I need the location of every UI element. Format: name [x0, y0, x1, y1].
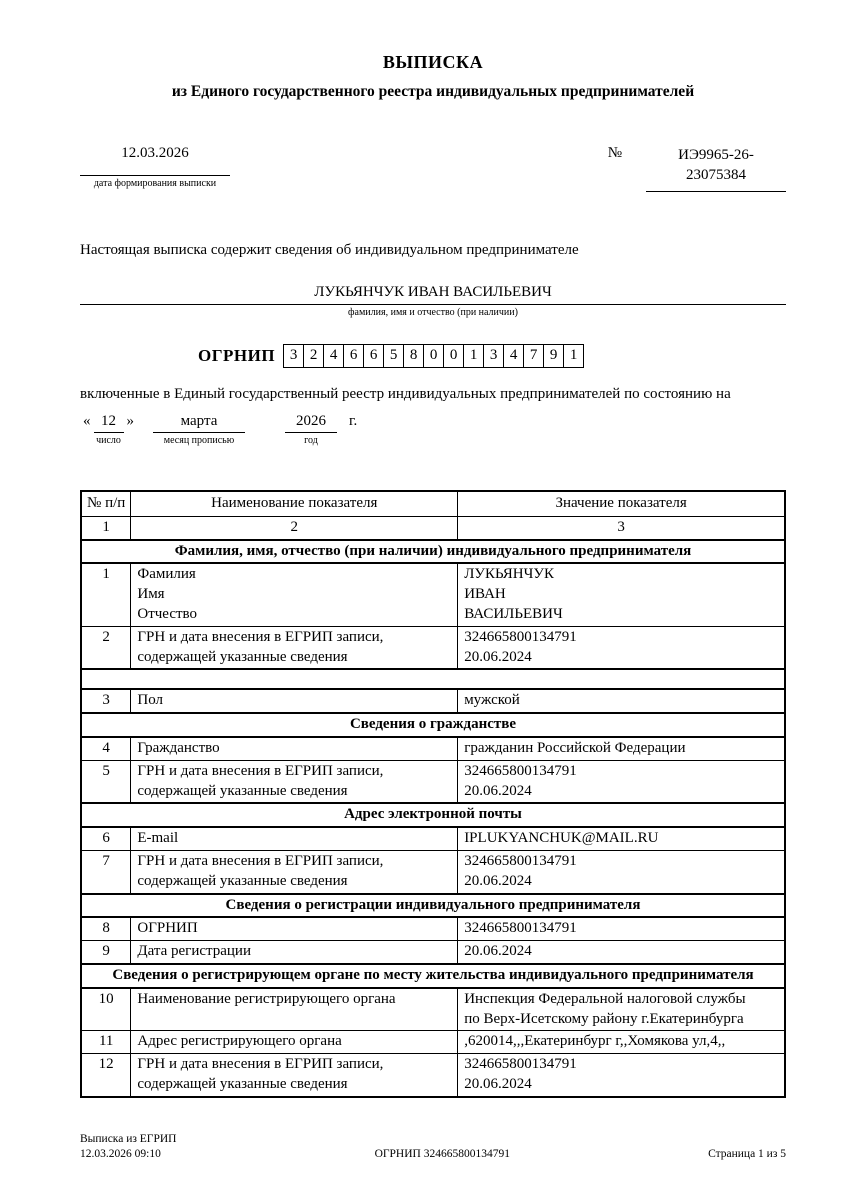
ogrnip-digit-box: 2 — [304, 344, 324, 368]
indicator-name-cell: ОГРНИП — [131, 917, 458, 940]
as-of-year: 2026 — [285, 413, 337, 433]
indicator-value-cell: гражданин Российской Федерации — [458, 737, 785, 760]
indicator-value-cell: IPLUKYANCHUK@MAIL.RU — [458, 827, 785, 850]
indicator-value-cell: 324665800134791 — [458, 917, 785, 940]
indicator-value-cell: ,620014,,,Екатеринбург г,,Хомякова ул,4,, — [458, 1031, 785, 1054]
section-header-cell: Сведения о регистрирующем органе по месту жительства индивидуального предпринимателя — [81, 964, 785, 988]
issue-number — [646, 145, 786, 192]
indicators-table — [80, 490, 786, 1098]
row-number-cell: 3 — [81, 689, 131, 713]
table-row — [81, 760, 785, 803]
indicator-name-cell: Наименование регистрирующего органа — [131, 988, 458, 1031]
table-header-row — [81, 491, 785, 516]
issue-number-line2: 23075384 — [686, 167, 746, 184]
table-row — [81, 988, 785, 1031]
table-row — [81, 689, 785, 713]
ogrnip-digit-box: 3 — [484, 344, 504, 368]
indicator-name-cell: Дата регистрации — [131, 941, 458, 964]
entrepreneur-name-caption: фамилия, имя и отчество (при наличии) — [348, 306, 518, 318]
numbering-cell-2: 2 — [131, 516, 458, 539]
open-quote: « — [83, 413, 91, 429]
entrepreneur-name: ЛУКЬЯНЧУК ИВАН ВАСИЛЬЕВИЧ — [80, 284, 786, 305]
header-cell-num: № п/п — [81, 491, 131, 516]
ogrnip-digit-box: 0 — [444, 344, 464, 368]
row-number-cell: 5 — [81, 760, 131, 803]
table-row — [81, 626, 785, 669]
indicator-name-cell: ГРН и дата внесения в ЕГРИП записи, содержащей указанные сведения — [131, 626, 458, 669]
as-of-day-block — [94, 413, 124, 446]
as-of-month: марта — [153, 413, 245, 433]
as-of-year-block — [285, 413, 337, 446]
indicator-value-cell: 324665800134791 20.06.2024 — [458, 1054, 785, 1097]
as-of-month-caption: месяц прописью — [163, 435, 235, 446]
ogrnip-digit-box: 7 — [524, 344, 544, 368]
footer-page-number: Страница 1 из 5 — [708, 1147, 786, 1160]
section-header-cell: Сведения о гражданстве — [81, 713, 785, 737]
as-of-date-row — [80, 413, 786, 446]
table-row — [81, 827, 785, 850]
table-row — [81, 563, 785, 626]
as-of-day: 12 — [94, 413, 124, 433]
ogrnip-digit-box: 5 — [384, 344, 404, 368]
table-numbering-row — [81, 516, 785, 539]
row-number-cell: 2 — [81, 626, 131, 669]
number-sign: № — [607, 145, 622, 161]
row-number-cell: 8 — [81, 917, 131, 940]
issue-number-line1: ИЭ9965-26- — [678, 147, 754, 163]
document-title: ВЫПИСКА — [382, 52, 484, 72]
ogrnip-digit-box: 6 — [364, 344, 384, 368]
intro-text: Настоящая выписка содержит сведения об индивидуальном предпринимателе — [80, 241, 579, 258]
table-row — [81, 941, 785, 964]
indicator-name-cell: E-mail — [131, 827, 458, 850]
section-header-row — [81, 803, 785, 827]
indicator-name-cell: ГРН и дата внесения в ЕГРИП записи, содержащей указанные сведения — [131, 850, 458, 893]
indicator-value-cell: 324665800134791 20.06.2024 — [458, 626, 785, 669]
section-header-row — [81, 964, 785, 988]
indicator-name-cell: ГРН и дата внесения в ЕГРИП записи, содержащей указанные сведения — [131, 1054, 458, 1097]
ogrnip-digit-box: 1 — [464, 344, 484, 368]
ogrnip-digit-box: 1 — [564, 344, 584, 368]
section-header-cell: Фамилия, имя, отчество (при наличии) индивидуального предпринимателя — [81, 540, 785, 564]
ogrnip-row — [198, 344, 786, 368]
ogrnip-digit-box: 8 — [404, 344, 424, 368]
indicator-name-cell: Пол — [131, 689, 458, 713]
row-number-cell: 10 — [81, 988, 131, 1031]
as-of-year-caption: год — [304, 435, 318, 446]
ogrnip-digit-box: 3 — [283, 344, 304, 368]
footer-datetime: 12.03.2026 09:10 — [80, 1147, 161, 1160]
row-number-cell: 4 — [81, 737, 131, 760]
header-cell-name: Наименование показателя — [131, 491, 458, 516]
row-number-cell: 11 — [81, 1031, 131, 1054]
issue-date-block — [80, 145, 230, 192]
section-header-cell: Адрес электронной почты — [81, 803, 785, 827]
ogrnip-digit-boxes — [283, 344, 584, 368]
table-row — [81, 1054, 785, 1097]
issue-number-block — [608, 145, 786, 192]
indicator-value-cell: ЛУКЬЯНЧУК ИВАН ВАСИЛЬЕВИЧ — [458, 563, 785, 626]
ogrnip-digit-box: 0 — [424, 344, 444, 368]
indicator-value-cell: Инспекция Федеральной налоговой службы по Верх-Исетскому району г.Екатеринбурга — [458, 988, 785, 1031]
table-row — [81, 917, 785, 940]
row-number-cell: 1 — [81, 563, 131, 626]
issue-date-caption: дата формирования выписки — [93, 178, 217, 189]
section-header-row — [81, 894, 785, 918]
ogrnip-digit-box: 6 — [344, 344, 364, 368]
indicator-name-cell: ГРН и дата внесения в ЕГРИП записи, содержащей указанные сведения — [131, 760, 458, 803]
header-cell-value: Значение показателя — [458, 491, 785, 516]
indicator-value-cell: 20.06.2024 — [458, 941, 785, 964]
entrepreneur-name-block — [80, 284, 786, 318]
numbering-cell-3: 3 — [458, 516, 785, 539]
table-row — [81, 737, 785, 760]
indicator-value-cell: 324665800134791 20.06.2024 — [458, 760, 785, 803]
ogrnip-digit-box: 4 — [504, 344, 524, 368]
footer-ogrnip: ОГРНИП 324665800134791 — [374, 1147, 510, 1160]
indicator-name-cell: Фамилия Имя Отчество — [131, 563, 458, 626]
as-of-day-caption: число — [96, 435, 121, 446]
document-subtitle: из Единого государственного реестра индивидуальных предпринимателей — [171, 83, 695, 100]
ogrnip-digit-box: 9 — [544, 344, 564, 368]
row-number-cell: 9 — [81, 941, 131, 964]
indicator-value-cell: 324665800134791 20.06.2024 — [458, 850, 785, 893]
footer-left-block — [80, 1132, 176, 1162]
spacer-cell — [81, 669, 785, 689]
ogrnip-digit-box: 4 — [324, 344, 344, 368]
section-header-row — [81, 713, 785, 737]
footer-doc-type: Выписка из ЕГРИП — [80, 1133, 177, 1145]
indicator-name-cell: Адрес регистрирующего органа — [131, 1031, 458, 1054]
included-text: включенные в Единый государственный реестр индивидуальных предпринимателей по состоянию на — [80, 385, 731, 402]
row-number-cell: 12 — [81, 1054, 131, 1097]
spacer-row — [81, 669, 785, 689]
ogrnip-label: ОГРНИП — [198, 345, 276, 365]
section-header-row — [81, 540, 785, 564]
issue-date: 12.03.2026 — [80, 145, 230, 176]
indicator-name-cell: Гражданство — [131, 737, 458, 760]
page-footer — [80, 1132, 786, 1162]
as-of-month-block — [153, 413, 245, 446]
table-row — [81, 1031, 785, 1054]
indicator-value-cell: мужской — [458, 689, 785, 713]
close-quote: » — [126, 413, 134, 429]
issue-info-row — [80, 145, 786, 192]
numbering-cell-1: 1 — [81, 516, 131, 539]
section-header-cell: Сведения о регистрации индивидуального предпринимателя — [81, 894, 785, 918]
row-number-cell: 6 — [81, 827, 131, 850]
table-row — [81, 850, 785, 893]
row-number-cell: 7 — [81, 850, 131, 893]
year-suffix: г. — [349, 413, 358, 429]
